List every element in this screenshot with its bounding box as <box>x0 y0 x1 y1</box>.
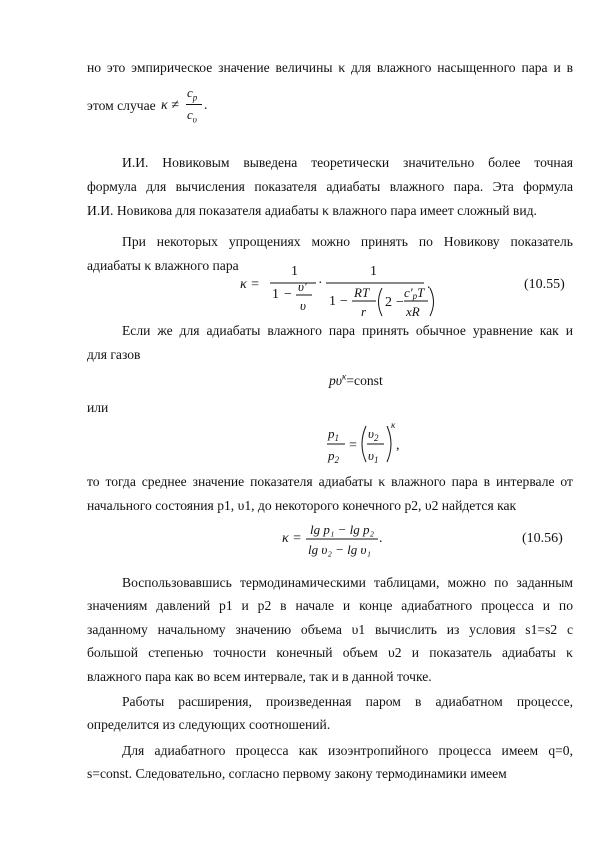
text-line: s=const. Следовательно, согласно первому закону термодинамики имеем <box>87 766 507 781</box>
eq-r: r <box>361 304 367 319</box>
eq-den: c <box>187 107 193 122</box>
eq-v: υ <box>300 298 306 313</box>
text-line: адиабаты κ влажного пара <box>87 258 239 273</box>
eq-T: T <box>417 285 425 300</box>
svg-text:υ1 <box>368 448 378 465</box>
eq-RT: RT <box>354 285 370 300</box>
text-line: При некоторых упрощениях можно принять по Новикову показатель <box>122 234 573 249</box>
eq-sub: 1 <box>373 455 379 465</box>
eq-tail: . <box>427 277 431 292</box>
eq-num-sub: p <box>192 92 198 103</box>
eq-xR: xR <box>406 304 420 319</box>
equation-number: (10.55) <box>524 277 565 292</box>
eq-p2: p <box>328 448 335 463</box>
eq-num: c <box>187 85 193 100</box>
equation-ratio-pv <box>0 418 600 468</box>
text-line: большой степенью точности конечный объем υ2 и показатель адиабаты κ <box>87 645 573 660</box>
eq-sub: 2 <box>334 455 339 465</box>
fraction-bar <box>186 104 202 105</box>
eq-num: lg p₁ − lg p₂ <box>310 522 375 537</box>
eq-tail: . <box>204 97 208 112</box>
text-line: И.И. Новикова для показателя адиабаты κ влажного пара имеет сложный вид. <box>87 203 537 218</box>
eq-sub: 1 <box>334 433 339 443</box>
eq-lhs: κ = <box>282 531 302 546</box>
paren-right <box>387 426 391 462</box>
paren-left <box>379 288 383 316</box>
eq-v1: υ <box>368 448 374 463</box>
equation-number: (10.56) <box>522 531 563 546</box>
svg-text:c′pT <box>404 285 425 301</box>
eq-dot: · <box>318 276 323 291</box>
eq-equals: = <box>349 438 357 453</box>
text-line: формула для вычисления показателя адиабаты влажного пара. Эта формула <box>87 179 573 194</box>
eq-two: 2 <box>385 295 392 310</box>
text-line: определится из следующих соотношений. <box>87 717 331 732</box>
equation-10-56 <box>0 518 600 564</box>
paren-left <box>362 426 366 462</box>
text-line: этом случае <box>87 98 156 113</box>
eq-v-prime: υ′ <box>298 279 307 294</box>
eq-pv-exp: κ <box>342 371 347 382</box>
eq-num: 1 <box>370 264 377 279</box>
eq-minus: − <box>284 287 292 302</box>
eq-num: 1 <box>291 264 298 279</box>
text-line: но это эмпирическое значение величины κ для влажного насыщенного пара и в <box>87 60 573 75</box>
eq-minus: − <box>396 295 404 310</box>
text-line: Для адиабатного процесса как изоэнтропийного процесса имеем q=0, <box>122 743 573 758</box>
eq-pv-rest: =const <box>346 373 383 388</box>
svg-text:p2 <box>327 448 340 465</box>
svg-text:υ2 <box>368 426 379 443</box>
equation-pv-const <box>329 371 383 388</box>
text-line: заданному начальному значению объема υ1 вычислить из условия s1=s2 с <box>87 622 573 637</box>
equation-10-55 <box>0 250 600 320</box>
eq-pv: pυ <box>329 373 343 388</box>
text-line: то тогда среднее значение показателя адиабаты κ влажного пара в интервале от <box>87 474 573 489</box>
eq-sub: 2 <box>373 433 379 443</box>
eq-den: lg υ₂ − lg υ₁ <box>308 542 371 557</box>
text-line: Работы расширения, произведенная паром в адиабатном процессе, <box>122 694 573 709</box>
svg-text:p1 <box>327 426 339 443</box>
text-line: значениям давлений p1 и p2 в начале и конце адиабатного процесса и по <box>87 598 573 613</box>
eq-tail: . <box>379 531 383 546</box>
text-line: для газов <box>87 347 141 362</box>
eq-exp: κ <box>391 420 396 430</box>
text-line: или <box>87 400 109 415</box>
eq-den-sub: υ <box>192 114 197 125</box>
eq-minus: − <box>340 294 348 309</box>
eq-one: 1 <box>329 294 336 309</box>
eq-cp-sub: p <box>412 291 418 301</box>
text-line: начального состояния p1, υ1, до некоторого конечного p2, υ2 найдется как <box>87 498 517 513</box>
eq-one: 1 <box>272 287 279 302</box>
eq-lhs: κ ≠ <box>161 98 179 113</box>
text-line: И.И. Новиковым выведена теоретически значительно более точная <box>122 155 573 170</box>
eq-cp: c′ <box>404 285 413 300</box>
eq-p1: p <box>328 426 335 441</box>
text-line: влажного пара как во всем интервале, так и в данной точке. <box>87 669 432 684</box>
eq-tail: , <box>396 438 400 453</box>
text-line: Если же для адиабаты влажного пара принять обычное уравнение как и <box>122 323 573 338</box>
eq-lhs: κ = <box>240 277 260 292</box>
paren-right <box>430 288 434 316</box>
text-line: Воспользовавшись термодинамическими таблицами, можно по заданным <box>122 575 573 590</box>
eq-v2: υ <box>368 426 374 441</box>
